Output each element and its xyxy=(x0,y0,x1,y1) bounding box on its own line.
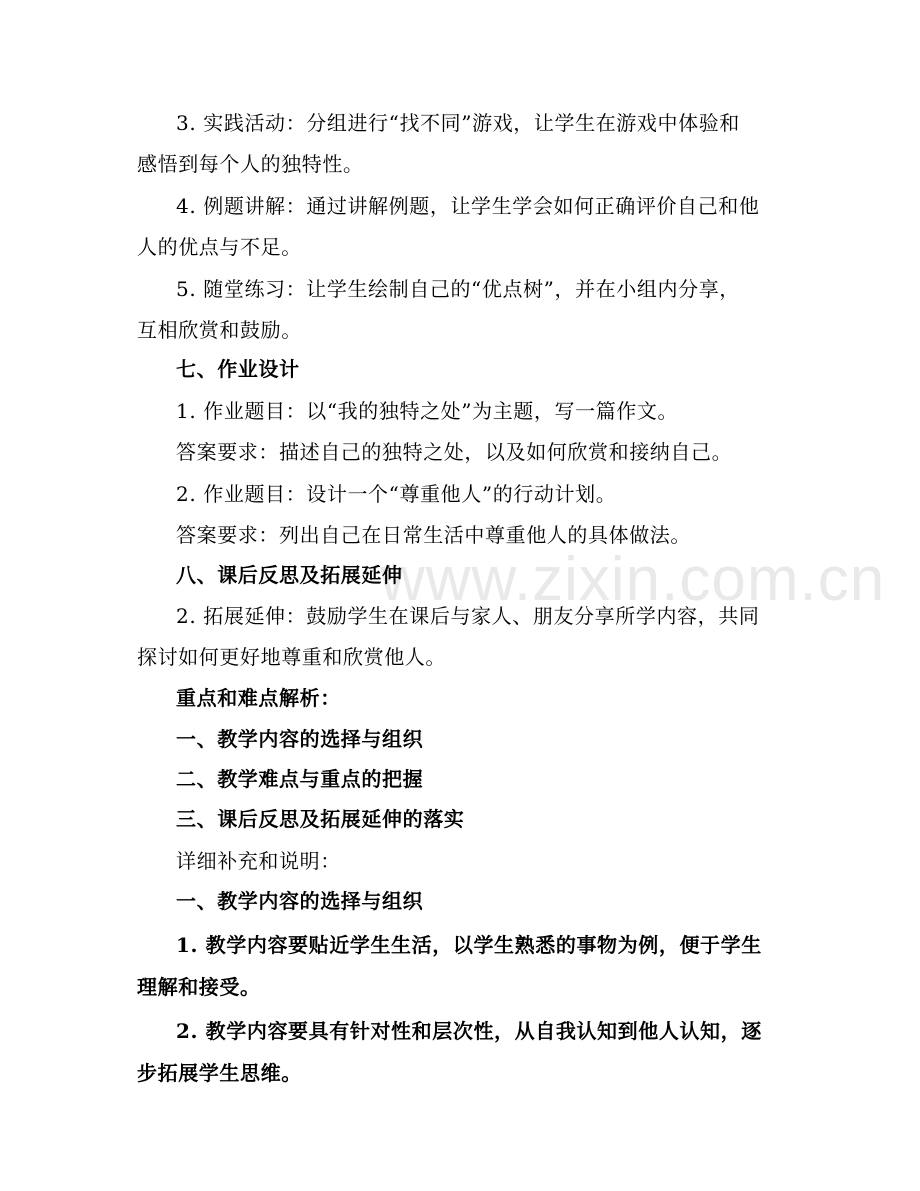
paragraph-line: 1. 教学内容要贴近学生生活，以学生熟悉的事物为例，便于学生 xyxy=(176,933,762,957)
section-heading: 一、教学内容的选择与组织 xyxy=(176,889,424,913)
paragraph-line: 理解和接受。 xyxy=(137,975,261,999)
paragraph-line: 1. 作业题目：以“我的独特之处”为主题，写一篇作文。 xyxy=(176,399,679,423)
section-heading: 三、课后反思及拓展延伸的落实 xyxy=(176,807,465,831)
section-heading: 七、作业设计 xyxy=(176,357,300,381)
paragraph-line: 5. 随堂练习：让学生绘制自己的“优点树”，并在小组内分享， xyxy=(176,277,740,301)
paragraph-line: 2. 拓展延伸：鼓励学生在课后与家人、朋友分享所学内容，共同 xyxy=(176,604,760,628)
paragraph-line: 步拓展学生思维。 xyxy=(137,1061,302,1085)
section-heading: 重点和难点解析： xyxy=(176,686,341,710)
section-heading: 二、教学难点与重点的把握 xyxy=(176,767,424,791)
section-heading: 八、课后反思及拓展延伸 xyxy=(176,563,403,587)
paragraph-line: 感悟到每个人的独特性。 xyxy=(137,152,364,176)
paragraph-line: 人的优点与不足。 xyxy=(137,235,302,259)
paragraph-line: 3. 实践活动：分组进行“找不同”游戏，让学生在游戏中体验和 xyxy=(176,111,740,135)
paragraph-line: 2. 教学内容要具有针对性和层次性，从自我认知到他人认知，逐 xyxy=(176,1019,762,1043)
paragraph-line: 答案要求：描述自己的独特之处，以及如何欣赏和接纳自己。 xyxy=(176,440,733,464)
section-heading: 一、教学内容的选择与组织 xyxy=(176,727,424,751)
paragraph-line: 2. 作业题目：设计一个“尊重他人”的行动计划。 xyxy=(176,482,617,506)
paragraph-line: 探讨如何更好地尊重和欣赏他人。 xyxy=(137,645,446,669)
paragraph-line: 互相欣赏和鼓励。 xyxy=(137,318,302,342)
paragraph-line: 4. 例题讲解：通过讲解例题，让学生学会如何正确评价自己和他 xyxy=(176,194,760,218)
watermark: www.zixin.com.cn xyxy=(380,545,886,614)
paragraph-line: 详细补充和说明： xyxy=(176,849,341,873)
paragraph-line: 答案要求：列出自己在日常生活中尊重他人的具体做法。 xyxy=(176,523,691,547)
